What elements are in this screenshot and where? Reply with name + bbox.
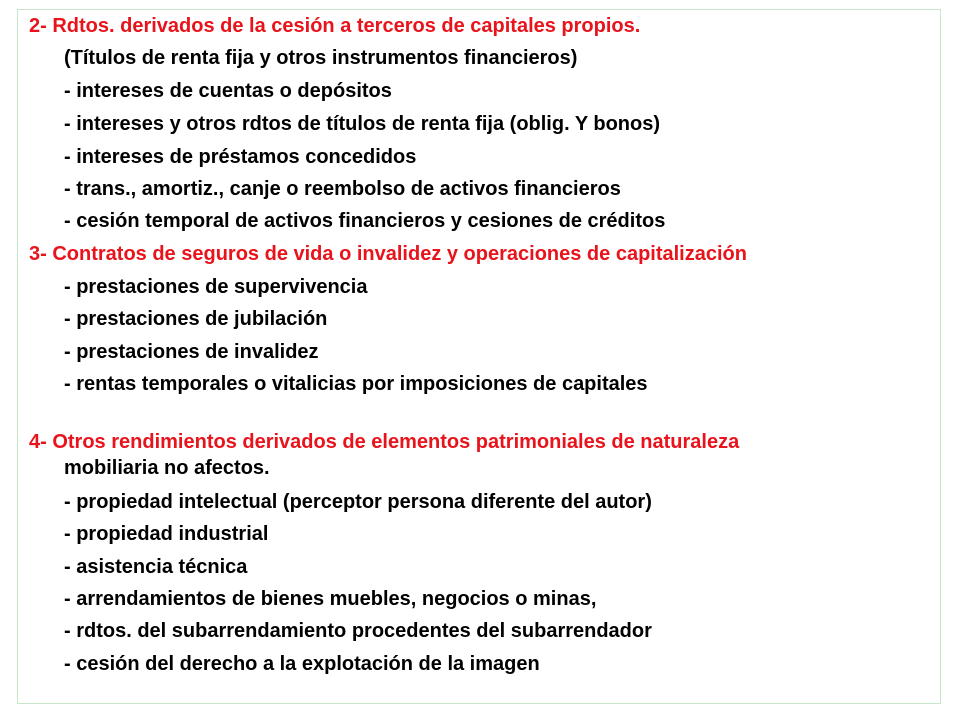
slide-content [29, 14, 929, 676]
section-4-title: 4- Otros rendimientos derivados de elementos patrimoniales de naturaleza [29, 431, 740, 453]
section-4-title-continuation: mobiliaria no afectos. [64, 457, 270, 479]
section-2-item: (Títulos de renta fija y otros instrumentos financieros) [64, 47, 578, 69]
section-4-item: - rdtos. del subarrendamiento procedentes del subarrendador [64, 620, 652, 642]
section-4-item: - propiedad intelectual (perceptor persona diferente del autor) [64, 491, 652, 513]
section-4-item: - cesión del derecho a la explotación de la imagen [64, 653, 540, 675]
section-3-title: 3- Contratos de seguros de vida o invalidez y operaciones de capitalización [29, 243, 747, 265]
section-2-title: 2- Rdtos. derivados de la cesión a terceros de capitales propios. [29, 15, 641, 37]
section-4-item: - asistencia técnica [64, 556, 248, 578]
section-3-item: - prestaciones de invalidez [64, 341, 319, 363]
section-2-item: - intereses de cuentas o depósitos [64, 80, 392, 102]
section-2-item: - intereses de préstamos concedidos [64, 146, 417, 168]
section-3-item: - prestaciones de jubilación [64, 308, 328, 330]
section-3-item: - rentas temporales o vitalicias por imposiciones de capitales [64, 373, 648, 395]
section-2-item: - intereses y otros rdtos de títulos de renta fija (oblig. Y bonos) [64, 113, 661, 135]
section-3-item: - prestaciones de supervivencia [64, 276, 368, 298]
section-2-item: - cesión temporal de activos financieros y cesiones de créditos [64, 210, 666, 232]
section-2-item: - trans., amortiz., canje o reembolso de activos financieros [64, 178, 621, 200]
section-4-item: - propiedad industrial [64, 523, 269, 545]
section-4-item: - arrendamientos de bienes muebles, negocios o minas, [64, 588, 597, 610]
